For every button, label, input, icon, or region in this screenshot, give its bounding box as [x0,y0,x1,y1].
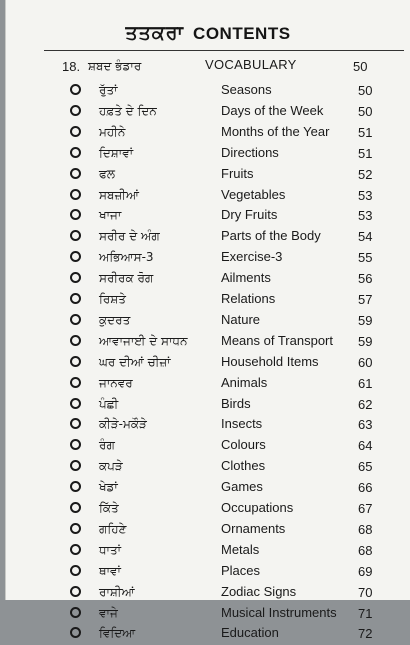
book-page [5,0,410,642]
contents-entry [6,456,410,478]
entry-page-number: 59 [358,312,373,328]
entry-gurmukhi: ਖੇਡਾਂ [99,480,118,495]
entry-page-number: 70 [358,584,373,600]
entry-gurmukhi: ਕੁਦਰਤ [99,312,131,327]
circle-bullet-icon [70,627,81,638]
circle-bullet-icon [70,586,81,597]
entry-gurmukhi: ਅਭਿਆਸ-3 [99,250,154,265]
circle-bullet-icon [70,398,81,409]
contents-entry [6,331,410,353]
contents-entry [6,185,410,207]
entry-gurmukhi: ਧਾਤਾਂ [99,542,122,557]
circle-bullet-icon [70,377,81,388]
entry-english: Directions [221,144,279,160]
chapter-heading [6,56,410,76]
circle-bullet-icon [70,251,81,262]
entry-page-number: 57 [358,292,373,307]
entry-page-number: 59 [358,333,373,349]
entry-english: Education [221,625,279,641]
entry-english: Occupations [221,500,294,515]
circle-bullet-icon [70,147,81,158]
entry-gurmukhi: ਦਿਸ਼ਾਵਾਂ [99,145,134,160]
entry-english: Means of Transport [221,332,333,348]
entry-gurmukhi: ਆਵਾਜਾਈ ਦੇ ਸਾਧਨ [99,333,188,348]
contents-entry [6,582,410,604]
chapter-title-english: VOCABULARY [205,57,297,72]
entry-english: Musical Instruments [221,604,337,620]
contents-entry [6,373,410,395]
entry-page-number: 61 [358,375,373,391]
entry-gurmukhi: ਗਹਿਣੇ [99,521,127,536]
circle-bullet-icon [70,481,81,492]
entry-gurmukhi: ਫਲ [99,166,115,181]
circle-bullet-icon [70,272,81,283]
chapter-page-number: 50 [353,59,368,74]
entry-page-number: 54 [358,229,373,245]
entry-english: Fruits [221,165,254,181]
contents-entry [6,394,410,416]
entry-english: Parts of the Body [221,228,321,244]
contents-entry [6,477,410,499]
entry-english: Games [221,479,263,495]
entry-page-number: 51 [358,124,373,140]
circle-bullet-icon [70,168,81,179]
entry-english: Insects [221,416,263,432]
entry-page-number: 71 [358,605,373,621]
entry-page-number: 50 [358,83,373,98]
entry-page-number: 69 [358,563,373,579]
circle-bullet-icon [70,565,81,576]
circle-bullet-icon [70,189,81,200]
contents-entry [6,498,410,520]
entry-gurmukhi: ਸਬਜ਼ੀਆਂ [99,187,140,202]
entry-english: Seasons [221,82,272,97]
entry-page-number: 56 [358,271,373,287]
entry-gurmukhi: ਮਹੀਨੇ [99,124,126,139]
entry-page-number: 72 [358,626,373,642]
entry-gurmukhi: ਸਰੀਰਕ ਰੋਗ [99,271,154,286]
entry-page-number: 51 [358,145,373,161]
contents-entry [6,414,410,436]
entry-page-number: 64 [358,438,373,454]
entry-page-number: 63 [358,417,373,433]
circle-bullet-icon [70,209,81,220]
title-underline [44,50,404,51]
entry-gurmukhi: ਕਿੱਤੇ [99,501,119,515]
contents-entry [6,623,410,645]
contents-entry [6,143,410,165]
entry-gurmukhi: ਘਰ ਦੀਆਂ ਚੀਜ਼ਾਂ [99,354,171,369]
circle-bullet-icon [70,502,81,513]
circle-bullet-icon [70,314,81,325]
contents-entry [6,603,410,625]
entry-gurmukhi: ਰੁੱਤਾਂ [99,83,118,97]
title-gurmukhi: ਤਤਕਰਾ [125,22,184,44]
contents-entry [6,519,410,541]
entry-english: Metals [221,541,260,557]
entry-gurmukhi: ਵਾਜੇ [99,605,118,620]
contents-entry [6,561,410,583]
entry-english: Household Items [221,353,319,369]
entry-gurmukhi: ਕੀੜੇ-ਮਕੌੜੇ [99,417,147,432]
entry-page-number: 55 [358,250,373,266]
circle-bullet-icon [70,126,81,137]
circle-bullet-icon [70,105,81,116]
title-english: CONTENTS [193,24,291,43]
contents-entry [6,80,410,102]
entry-page-number: 62 [358,396,373,412]
entry-gurmukhi: ਸਰੀਰ ਦੇ ਅੰਗ [99,229,160,244]
circle-bullet-icon [70,230,81,241]
entry-page-number: 67 [358,501,373,516]
entry-page-number: 66 [358,480,373,496]
entry-english: Ailments [221,270,271,286]
entry-gurmukhi: ਜਾਨਵਰ [99,375,133,390]
circle-bullet-icon [70,607,81,618]
entry-english: Dry Fruits [221,207,278,223]
entry-english: Days of the Week [221,102,324,118]
entry-gurmukhi: ਰਿਸ਼ਤੇ [99,292,126,306]
entry-page-number: 60 [358,354,373,370]
entry-english: Clothes [221,458,266,474]
circle-bullet-icon [70,544,81,555]
circle-bullet-icon [70,335,81,346]
circle-bullet-icon [70,460,81,471]
contents-entry [6,310,410,332]
entry-english: Relations [221,291,276,306]
circle-bullet-icon [70,356,81,367]
contents-entry [6,205,410,227]
contents-entry [6,268,410,290]
entry-gurmukhi: ਰਾਸ਼ੀਆਂ [99,584,135,599]
entry-gurmukhi: ਪੰਛੀ [99,396,119,411]
contents-entry [6,352,410,374]
contents-entry [6,435,410,457]
circle-bullet-icon [70,293,81,304]
contents-entry [6,247,410,269]
entry-english: Nature [221,311,261,327]
entry-gurmukhi: ਕਪੜੇ [99,459,123,474]
entry-page-number: 52 [358,166,373,182]
circle-bullet-icon [70,84,81,95]
entry-english: Animals [221,374,268,390]
entry-page-number: 53 [358,187,373,203]
page-title [6,22,410,44]
contents-entry [6,540,410,562]
contents-entry [6,289,410,311]
entry-english: Vegetables [221,186,286,202]
entry-page-number: 68 [358,521,373,537]
entry-gurmukhi: ਹਫ਼ਤੇ ਦੇ ਦਿਨ [99,103,157,118]
entry-english: Places [221,562,261,578]
entry-page-number: 68 [358,542,373,558]
chapter-number: 18. [62,59,81,74]
entry-gurmukhi: ਵਿਦਿਆ [99,626,136,641]
contents-entry [6,101,410,123]
entry-page-number: 50 [358,103,373,119]
contents-entry [6,122,410,144]
contents-entry [6,164,410,186]
contents-entry [6,226,410,248]
entry-page-number: 65 [358,459,373,475]
entry-gurmukhi: ਰੰਗ [99,438,115,453]
entry-gurmukhi: ਖਾਜਾ [99,208,122,223]
entry-page-number: 53 [358,208,373,224]
entry-gurmukhi: ਥਾਵਾਂ [99,563,121,578]
entry-english: Birds [221,395,251,411]
entry-english: Zodiac Signs [221,583,297,599]
circle-bullet-icon [70,418,81,429]
entry-english: Months of the Year [221,123,330,139]
entry-english: Exercise-3 [221,249,283,265]
circle-bullet-icon [70,439,81,450]
entry-english: Colours [221,437,266,453]
entry-english: Ornaments [221,520,286,536]
circle-bullet-icon [70,523,81,534]
chapter-title-gurmukhi: ਸ਼ਬਦ ਭੰਡਾਰ [88,59,142,73]
